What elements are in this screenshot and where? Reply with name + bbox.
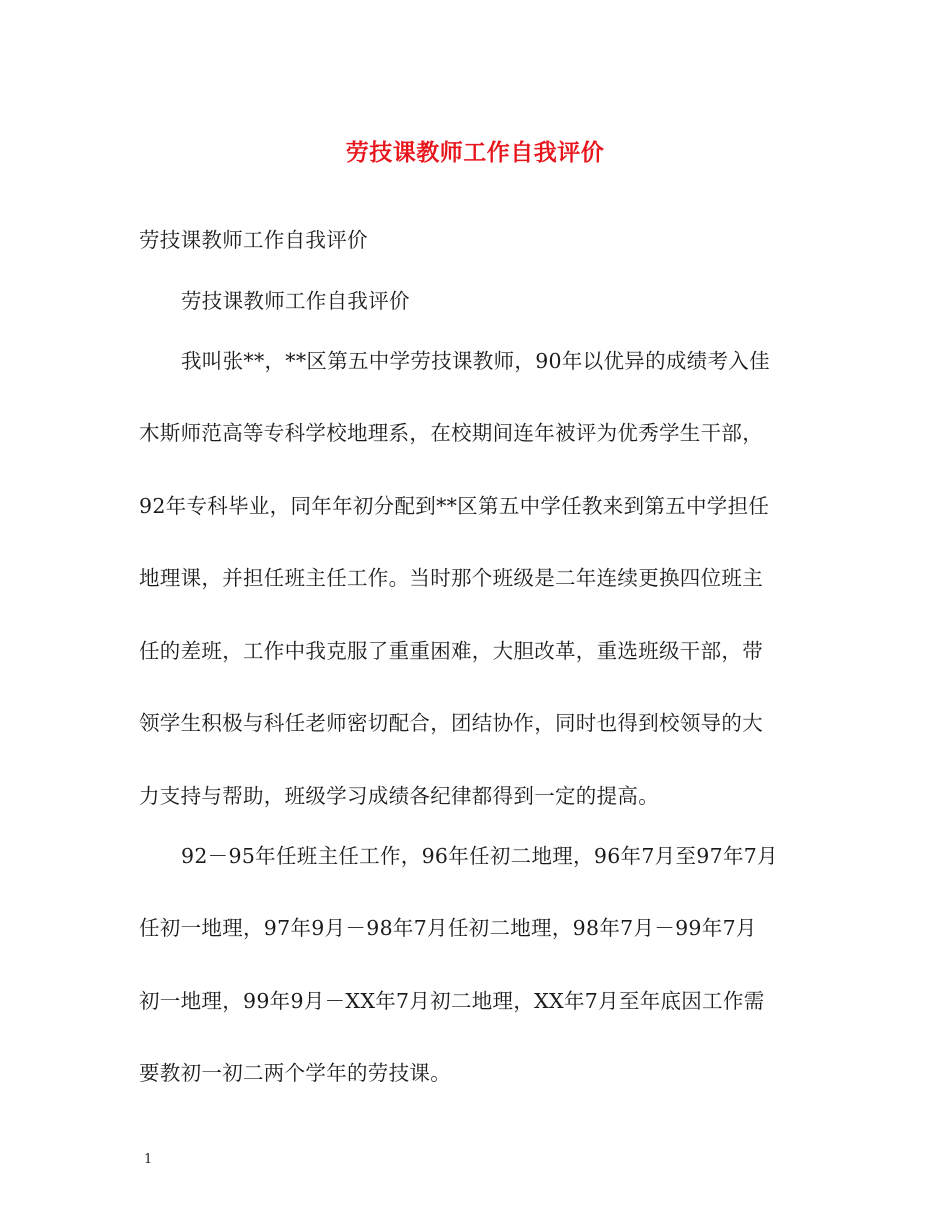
paragraph-line: 任初一地理，97年9月－98年7月任初二地理，98年7月－99年7月: [139, 916, 757, 940]
subtitle-line: 劳技课教师工作自我评价: [139, 228, 368, 252]
paragraph-line: 92－95年任班主任工作，96年任初二地理，96年7月至97年7月: [181, 844, 778, 868]
heading-line: 劳技课教师工作自我评价: [181, 289, 410, 313]
paragraph-line: 力支持与帮助，班级学习成绩各纪律都得到一定的提高。: [139, 784, 659, 808]
paragraph-line: 木斯师范高等专科学校地理系，在校期间连年被评为优秀学生干部，: [139, 421, 763, 445]
paragraph-line: 92年专科毕业，同年年初分配到**区第五中学任教来到第五中学担任: [139, 494, 770, 518]
paragraph-line: 任的差班，工作中我克服了重重困难，大胆改革，重选班级干部，带: [139, 639, 763, 663]
page-number: 1: [144, 1152, 153, 1167]
paragraph-line: 我叫张**，**区第五中学劳技课教师，90年以优异的成绩考入佳: [181, 349, 770, 373]
page-title: 劳技课教师工作自我评价: [345, 139, 605, 166]
paragraph-line: 初一地理，99年9月－XX年7月初二地理，XX年7月至年底因工作需: [139, 989, 765, 1013]
paragraph-line: 地理课，并担任班主任工作。当时那个班级是二年连续更换四位班主: [139, 566, 763, 590]
paragraph-line: 要教初一初二两个学年的劳技课。: [139, 1061, 451, 1085]
paragraph-line: 领学生积极与科任老师密切配合，团结协作，同时也得到校领导的大: [139, 711, 763, 735]
